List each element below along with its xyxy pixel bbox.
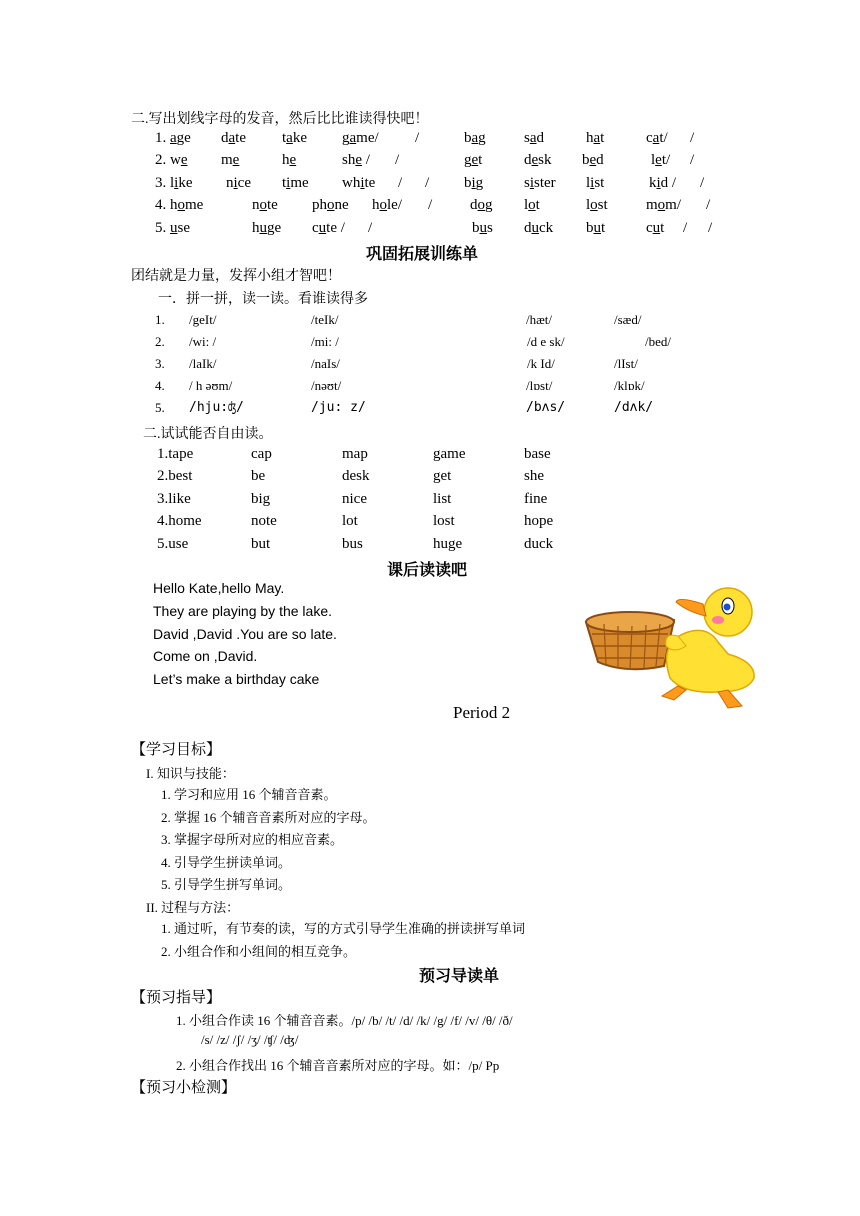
- word-cell: /: [683, 220, 688, 236]
- word-cell: date: [221, 130, 246, 146]
- duck-icon: [662, 588, 754, 708]
- word-cell: me: [221, 152, 240, 168]
- duck-illustration: [578, 582, 763, 712]
- word-cell: /: [706, 197, 711, 213]
- underlined-letter: a: [170, 130, 177, 146]
- reading-word: map: [342, 446, 368, 462]
- underlined-letter: e: [355, 152, 363, 168]
- row-number: 5.: [155, 400, 165, 415]
- phonetic-cell: /mi: /: [311, 334, 339, 349]
- word-cell: /: [428, 197, 433, 213]
- reading-word: nice: [342, 491, 367, 507]
- underlined-letter: u: [593, 220, 601, 236]
- underlined-letter: i: [529, 175, 535, 191]
- underlined-letter: o: [259, 197, 267, 213]
- word-cell: cat/: [646, 130, 668, 146]
- word-cell: desk: [524, 152, 552, 168]
- word-cell: 5. use: [155, 220, 190, 236]
- phonetic-cell: / h əʊm/: [189, 378, 233, 393]
- reading-word: fine: [524, 491, 548, 507]
- phonetic-cell: /lɒst/: [526, 378, 553, 393]
- word-cell: dog: [470, 197, 493, 213]
- word-cell: /: [690, 130, 695, 146]
- part1-title: 一．拼一拼，读一读。看谁读得多: [158, 292, 368, 307]
- word-cell: bag: [464, 130, 486, 146]
- row-number: 2.: [155, 334, 165, 349]
- underlined-letter: o: [657, 197, 666, 213]
- word-cell: but: [586, 220, 606, 236]
- word-cell: he: [282, 152, 297, 168]
- underlined-letter: o: [477, 197, 485, 213]
- underlined-letter: e: [531, 152, 539, 168]
- underlined-letter: a: [529, 130, 537, 146]
- underlined-letter: i: [656, 175, 661, 191]
- underlined-letter: e: [232, 152, 240, 168]
- underlined-letter: e: [289, 152, 297, 168]
- phonetic-cell: /sæd/: [614, 312, 642, 327]
- phonetic-cell: /hju:ʤ/: [189, 400, 244, 415]
- poem-line: They are playing by the lake.: [153, 603, 332, 619]
- underlined-letter: o: [327, 197, 335, 213]
- word-cell: take: [282, 130, 308, 146]
- reading-word: be: [251, 468, 266, 484]
- underlined-letter: i: [233, 175, 238, 191]
- underlined-letter: a: [349, 130, 357, 146]
- guide-item-2: 2. 小组合作找出 16 个辅音音素所对应的字母。如：/p/ Pp: [176, 1058, 500, 1073]
- underlined-letter: u: [318, 220, 327, 236]
- team-line: 团结就是力量，发挥小组才智吧！: [131, 269, 341, 284]
- reading-word: 3.like: [157, 491, 191, 507]
- goal2-title: II. 过程与方法：: [146, 900, 240, 915]
- extension-heading: 巩固拓展训练单: [366, 246, 479, 263]
- word-cell: sad: [524, 130, 545, 146]
- goal-item: 1. 学习和应用 16 个辅音音素。: [161, 787, 337, 802]
- phonetic-cell: /dʌk/: [614, 400, 654, 415]
- underlined-letter: a: [593, 130, 601, 146]
- word-cell: duck: [524, 220, 554, 236]
- reading-word: 2.best: [157, 468, 193, 484]
- underlined-letter: o: [528, 197, 536, 213]
- word-cell: 4. home: [155, 197, 204, 213]
- word-cell: huge: [252, 220, 282, 236]
- word-cell: kid /: [649, 175, 677, 191]
- phonetic-cell: /naIs/: [311, 356, 340, 371]
- phonetic-cell: /laIk/: [189, 356, 217, 371]
- word-cell: mom/: [646, 197, 682, 213]
- phonetic-cell: /geIt/: [189, 312, 217, 327]
- phonetic-cell: /bʌs/: [526, 400, 566, 415]
- poem-line: David ,David .You are so late.: [153, 626, 337, 642]
- underlined-letter: i: [286, 175, 291, 191]
- word-cell: cut: [646, 220, 665, 236]
- phonetic-cell: /hæt/: [526, 312, 553, 327]
- word-cell: let/: [651, 152, 671, 168]
- poem-line: Let’s make a birthday cake: [153, 671, 320, 687]
- period-title: Period 2: [453, 703, 511, 722]
- underlined-letter: u: [259, 220, 267, 236]
- poem-line: Come on ,David.: [153, 648, 258, 664]
- underlined-letter: i: [360, 175, 365, 191]
- reading-word: cap: [251, 446, 272, 462]
- after-class-heading: 课后读读吧: [387, 562, 468, 579]
- goal-item: 4. 引导学生拼读单词。: [161, 855, 292, 870]
- word-cell: 1. age: [155, 130, 191, 146]
- underlined-letter: e: [471, 152, 479, 168]
- word-cell: list: [586, 175, 605, 191]
- test-heading: 【预习小检测】: [131, 1080, 237, 1096]
- underlined-letter: o: [590, 197, 598, 213]
- word-cell: /: [395, 152, 400, 168]
- word-cell: sister: [524, 175, 556, 191]
- phonetic-cell: /nəʊt/: [311, 378, 342, 393]
- goal-item: 2. 掌握 16 个辅音音素所对应的字母。: [161, 810, 376, 825]
- reading-word: lost: [433, 513, 455, 529]
- underlined-letter: a: [471, 130, 479, 146]
- word-cell: /: [700, 175, 705, 191]
- word-cell: phone: [312, 197, 349, 213]
- word-cell: nice: [226, 175, 251, 191]
- goal1-title: I. 知识与技能：: [146, 766, 235, 781]
- phonetic-cell: /ju: z/: [311, 400, 366, 415]
- reading-word: duck: [524, 536, 554, 552]
- reading-word: get: [433, 468, 452, 484]
- word-cell: lot: [524, 197, 540, 213]
- underlined-letter: i: [174, 175, 179, 191]
- word-cell: cute /: [312, 220, 345, 236]
- word-cell: /: [690, 152, 695, 168]
- reading-word: big: [251, 491, 271, 507]
- word-cell: hat: [586, 130, 605, 146]
- reading-word: 1.tape: [157, 446, 194, 462]
- word-cell: bus: [472, 220, 493, 236]
- phonetic-cell: /bed/: [645, 334, 671, 349]
- goal-item: 1. 通过听，有节奏的读，写的方式引导学生准确的拼读拼写单词: [161, 921, 526, 936]
- reading-word: list: [433, 491, 452, 507]
- phonetic-cell: /wi: /: [189, 334, 217, 349]
- phonetic-cell: /k Id/: [527, 356, 555, 371]
- word-cell: /: [415, 130, 420, 146]
- word-cell: note: [252, 197, 278, 213]
- word-cell: bed: [582, 152, 604, 168]
- reading-word: huge: [433, 536, 463, 552]
- reading-word: hope: [524, 513, 554, 529]
- word-cell: /: [398, 175, 403, 191]
- reading-word: base: [524, 446, 551, 462]
- word-cell: she /: [342, 152, 370, 168]
- reading-word: game: [433, 446, 466, 462]
- reading-word: 4.home: [157, 513, 202, 529]
- reading-word: desk: [342, 468, 370, 484]
- word-cell: big: [464, 175, 484, 191]
- word-cell: /: [368, 220, 373, 236]
- reading-word: note: [251, 513, 277, 529]
- underlined-letter: i: [590, 175, 595, 191]
- word-cell: get: [464, 152, 483, 168]
- guide-item-1-cont: /s/ /z/ /ʃ/ /ʒ/ /ʧ/ /ʤ/: [201, 1032, 299, 1047]
- underlined-letter: o: [379, 197, 387, 213]
- row-number: 4.: [155, 378, 165, 393]
- goal-item: 5. 引导学生拼写单词。: [161, 877, 292, 892]
- word-cell: /: [708, 220, 713, 236]
- goal-item: 2. 小组合作和小组间的相互竞争。: [161, 944, 357, 959]
- underlined-letter: a: [652, 130, 660, 146]
- underlined-letter: a: [286, 130, 293, 146]
- section-title: 二.写出划线字母的发音，然后比比谁读得快吧！: [131, 112, 429, 127]
- word-cell: white: [342, 175, 376, 191]
- underlined-letter: e: [589, 152, 597, 168]
- word-cell: hole/: [372, 197, 402, 213]
- part2-title: 二.试试能否自由读。: [143, 427, 273, 442]
- reading-word: she: [524, 468, 544, 484]
- phonetic-cell: /d e sk/: [527, 334, 565, 349]
- reading-word: lot: [342, 513, 358, 529]
- underlined-letter: u: [479, 220, 487, 236]
- row-number: 3.: [155, 356, 165, 371]
- underlined-letter: u: [170, 220, 178, 236]
- poem-line: Hello Kate,hello May.: [153, 580, 285, 596]
- underlined-letter: o: [177, 197, 185, 213]
- word-cell: game/: [342, 130, 379, 146]
- word-cell: time: [282, 175, 309, 191]
- row-number: 1.: [155, 312, 165, 327]
- phonetic-cell: /klɒk/: [614, 378, 645, 393]
- goal-item: 3. 掌握字母所对应的相应音素。: [161, 832, 344, 847]
- underlined-letter: u: [652, 220, 661, 236]
- basket-icon: [586, 612, 674, 670]
- guide-item-1: 1. 小组合作读 16 个辅音音素。/p/ /b/ /t/ /d/ /k/ /g/ /f/ /v/ /θ/ /ð/: [176, 1013, 513, 1028]
- preview-heading: 预习导读单: [419, 968, 500, 985]
- goals-heading: 【学习目标】: [131, 742, 222, 758]
- underlined-letter: e: [180, 152, 188, 168]
- underlined-letter: i: [471, 175, 476, 191]
- reading-word: 5.use: [157, 536, 189, 552]
- word-cell: 3. like: [155, 175, 193, 191]
- word-cell: /: [425, 175, 430, 191]
- underlined-letter: e: [655, 152, 662, 168]
- underlined-letter: u: [531, 220, 539, 236]
- reading-word: but: [251, 536, 271, 552]
- phonetic-cell: /teIk/: [311, 312, 339, 327]
- reading-word: bus: [342, 536, 363, 552]
- phonetic-cell: /lIst/: [614, 356, 638, 371]
- guide-heading: 【预习指导】: [131, 990, 222, 1006]
- underlined-letter: a: [228, 130, 236, 146]
- word-cell: lost: [586, 197, 608, 213]
- word-cell: 2. we: [155, 152, 188, 168]
